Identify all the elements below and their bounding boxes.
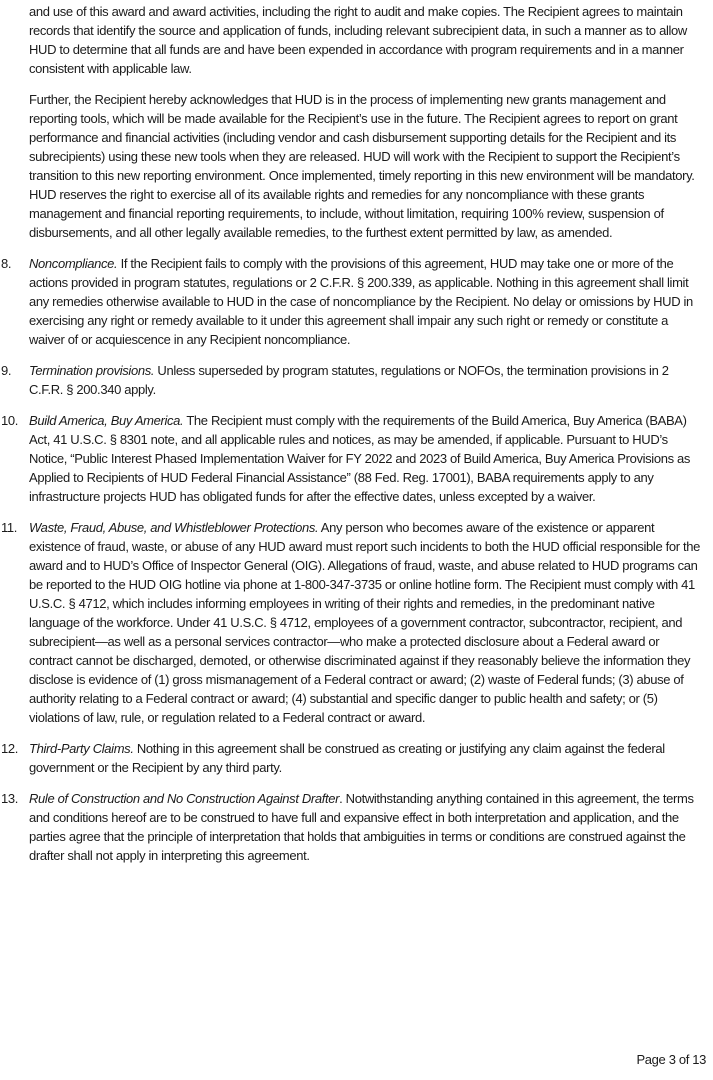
clause-body: Nothing in this agreement shall be construed as creating or justifying any claim against the federal government or the Recipient by any third party. <box>29 741 665 775</box>
page-number: Page 3 of 13 <box>636 1052 706 1067</box>
clause-title: Noncompliance. <box>29 256 118 271</box>
clause-noncompliance <box>1 254 705 349</box>
clause-body: The Recipient must comply with the requirements of the Build America, Buy America (BABA) Act, 41 U.S.C. § 8301 note, and all applicable rules and notices, as may be amended, if applicable. Pursuant to HUD’s Notice, “Public Interest Phased Implementation Waiver for FY 2022 and 2023 of Build America, Buy America Provisions as Applied to Recipients of HUD Federal Financial Assistance” (88 Fed. Reg. 17001), BABA requirements apply to any infrastructure projects HUD has obligated funds for after the effective dates, unless excepted by a waiver. <box>29 413 691 504</box>
clause-title: Rule of Construction and No Construction Against Drafter <box>29 791 340 806</box>
clause-title: Waste, Fraud, Abuse, and Whistleblower Protections. <box>29 520 319 535</box>
clause-title: Third-Party Claims. <box>29 741 134 756</box>
clause-third-party-claims <box>1 739 705 777</box>
further-acknowledgement-paragraph: Further, the Recipient hereby acknowledges that HUD is in the process of implementing new grants management and reporting tools, which will be made available for the Recipient’s use in the future. The Recipient agrees to report on grant performance and financial activities (including vendor and cash disbursement supporting details for the Recipient and its subrecipients) using these new tools when they are released. HUD will work with the Recipient to support the Recipient’s transition to this new reporting environment. Once implemented, timely reporting in this new environment will be mandatory. HUD reserves the right to exercise all of its available rights and remedies for any noncompliance with these grants management and financial reporting requirements, to include, without limitation, requiring 100% review, suspension of disbursements, and all other legally available remedies, to the furthest extent permitted by law, as amended. <box>29 92 695 240</box>
clause-title: Build America, Buy America. <box>29 413 184 428</box>
clause-body: . Notwithstanding anything contained in this agreement, the terms and conditions hereof are to be construed to have full and expansive effect in both interpretation and application, and the parties agree that the principle of interpretation that holds that ambiguities in terms or conditions are construed against the drafter shall not apply in interpreting this agreement. <box>29 791 694 863</box>
continuation-paragraph: and use of this award and award activities, including the right to audit and make copies. The Recipient agrees to maintain records that identify the source and application of funds, including relevant subrecipient data, in such a manner as to allow HUD to determine that all funds are and have been expended in accordance with program requirements and in a manner consistent with applicable law. <box>29 4 687 76</box>
clause-number: 12. <box>1 741 19 756</box>
clause-number: 13. <box>1 791 19 806</box>
clause-rule-of-construction <box>1 789 705 865</box>
clause-build-america-buy-america <box>1 411 705 506</box>
clause-body: Unless superseded by program statutes, regulations or NOFOs, the termination provisions in 2 C.F.R. § 200.340 apply. <box>29 363 669 397</box>
clause-number: 8. <box>1 256 12 271</box>
clause-termination-provisions <box>1 361 705 399</box>
clause-title: Termination provisions. <box>29 363 155 378</box>
clause-number: 9. <box>1 363 12 378</box>
clause-body: Any person who becomes aware of the existence or apparent existence of fraud, waste, or abuse of any HUD award must report such incidents to both the HUD official responsible for the award and to HUD’s Office of Inspector General (OIG). Allegations of fraud, waste, and abuse related to HUD programs can be reported to the HUD OIG hotline via phone at 1-800-347-3735 or online hotline form. The Recipient must comply with 41 U.S.C. § 4712, which includes informing employees in writing of their rights and remedies, in the predominant native language of the workforce. Under 41 U.S.C. § 4712, employees of a government contractor, subcontractor, recipient, and subrecipient—as well as a personal services contractor—who make a protected disclosure about a Federal award or contract cannot be discharged, demoted, or otherwise discriminated against if they reasonably believe the information they disclose is evidence of (1) gross mismanagement of a Federal contract or award; (2) waste of Federal funds; (3) abuse of authority relating to a Federal contract or award; (4) substantial and specific danger to public health and safety; or (5) violations of law, rule, or regulation related to a Federal contract or award. <box>29 520 700 725</box>
clause-number: 11. <box>1 520 18 535</box>
clause-number: 10. <box>1 413 19 428</box>
clause-waste-fraud-abuse-whistleblower <box>1 518 705 727</box>
clause-body: If the Recipient fails to comply with the provisions of this agreement, HUD may take one or more of the actions provided in program statutes, regulations or 2 C.F.R. § 200.339, as applicable. Nothing in this agreement shall limit any remedies otherwise available to HUD in the case of noncompliance by the Recipient. No delay or omissions by HUD in exercising any right or remedy available to it under this agreement shall impair any such right or remedy or constitute a waiver of or acquiescence in any Recipient noncompliance. <box>29 256 693 347</box>
